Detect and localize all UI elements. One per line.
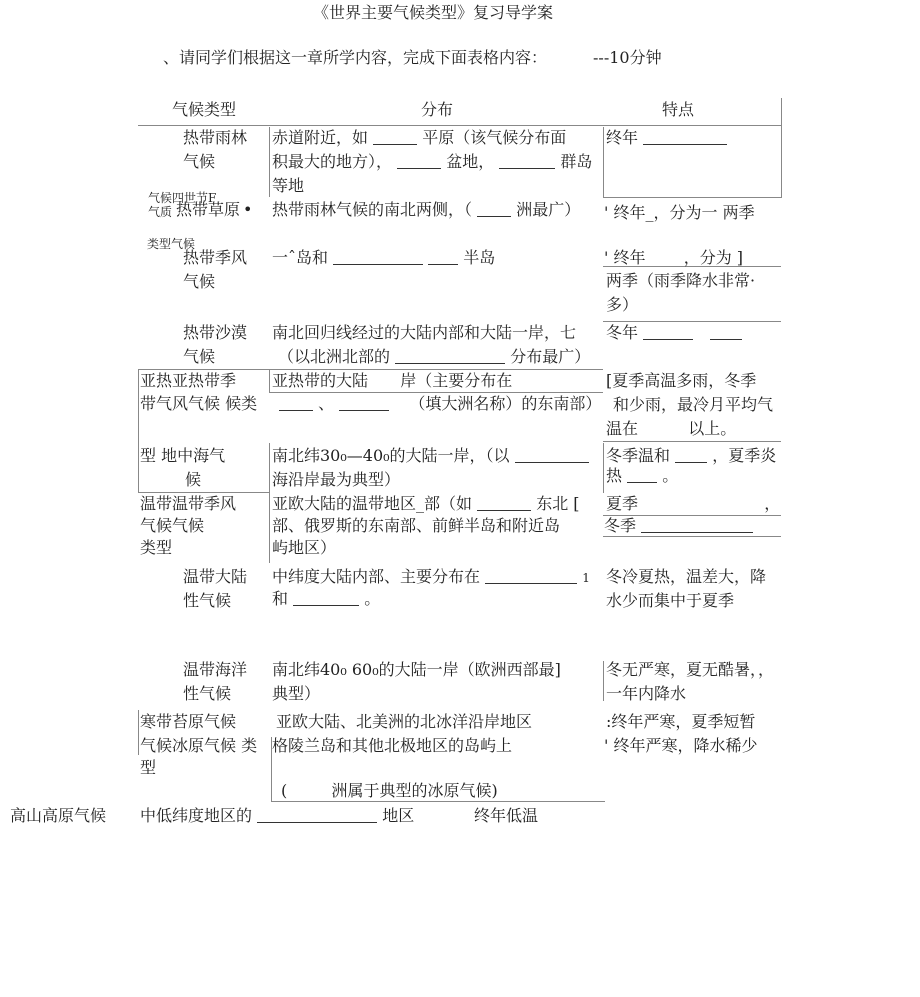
distribution-text: 洲最广） [516,200,581,219]
distribution-text: 等地 [272,176,305,195]
distribution-text: 亚欧大陆的温带地区_部（如 [272,494,473,513]
column-divider [603,127,604,197]
feature-text: 温在 [606,419,639,438]
header-features: 特点 [662,100,695,119]
feature-text: 两季（雨季降水非常· [606,271,756,290]
column-divider [603,443,604,493]
column-divider [138,710,139,755]
fill-blank[interactable] [428,248,458,265]
climate-name: 性气候 [183,591,232,610]
feature-text: 以上。 [688,419,737,438]
fill-blank[interactable] [293,589,359,606]
fill-blank[interactable] [373,128,417,145]
column-divider [269,443,270,563]
distribution-text: 部、俄罗斯的东南部、前鲜半岛和附近岛 [272,516,561,535]
feature-text: 热 [606,466,623,485]
table-right-border [781,98,782,198]
climate-name: 温带温带季风 [140,494,237,513]
feature-text: ，夏季炎 [712,446,777,465]
distribution-text: 南北纬30₀—40₀的大陆一岸，（以 [272,446,510,465]
fill-blank[interactable] [641,516,753,533]
header-climate-type: 气候类型 [172,100,237,119]
distribution-text: 中纬度大陆内部、主要分布在 [272,567,481,586]
feature-text: ， [764,494,781,513]
fill-blank[interactable] [279,394,313,411]
climate-name: 类型 [140,538,173,557]
feature-text: ' 终年 [604,248,646,267]
climate-name: 热带季风 [183,248,248,267]
fill-blank[interactable] [339,394,389,411]
distribution-text: 屿地区） [272,538,337,557]
fill-blank[interactable] [257,806,377,823]
feature-text: 一年内降水 [606,684,687,703]
feature-text: 冬年 [606,323,639,342]
climate-name: 型 地中海气 [140,446,226,465]
feature-text: ，分为 ] [683,248,744,267]
distribution-text: 1 [582,571,590,585]
fill-blank[interactable] [333,248,423,265]
distribution-text: 格陵兰岛和其他北极地区的岛屿上 [272,736,513,755]
climate-name: 高山高原气候 [10,806,107,825]
feature-text: 冬无严寒，夏无酷暑，， [606,660,775,679]
distribution-text: 东北 [ [536,494,580,513]
feature-text: 终年 [606,128,639,147]
distribution-text: 南北回归线经过的大陆内部和大陆一岸，七 [272,323,577,342]
distribution-text: 积最大的地方）， [272,152,393,171]
climate-name: 温带海洋 [183,660,248,679]
column-divider [138,369,139,492]
distribution-text: 典型） [272,684,321,703]
side-label: 类型气候 [147,237,196,251]
distribution-text: 。 [364,589,381,608]
climate-name: 热带草原 [176,200,241,219]
feature-text: 。 [662,466,679,485]
distribution-text: 地区 [382,806,415,825]
climate-name: 气候 [183,272,216,291]
column-divider [269,369,270,392]
fill-blank[interactable] [675,446,707,463]
climate-name: 温带大陆 [183,567,248,586]
climate-name: 气候 [183,152,216,171]
feature-text: 和少雨，最冷月平均气 [613,395,774,414]
row-divider [603,197,781,198]
side-label: • [243,200,253,219]
feature-text: [夏季高温多雨，冬季 [606,371,757,390]
distribution-text: 热带雨林气候的南北两侧，（ [272,200,473,219]
fill-blank[interactable] [395,347,505,364]
row-divider [603,441,781,442]
climate-name: 气候 [183,347,216,366]
climate-name: 寒带苔原气候 [140,712,237,731]
climate-name: 候 [185,470,202,489]
feature-text: 夏季 [606,494,639,513]
feature-text: 冬季 [604,516,637,535]
side-label: 气候四世节F [148,191,217,205]
distribution-text: 中低纬度地区的 [140,806,253,825]
distribution-text: 亚欧大陆、北美洲的北冰洋沿岸地区 [276,712,533,731]
distribution-text: 、 [318,394,335,413]
distribution-text: ( [281,781,288,800]
distribution-text: 半岛 [463,248,496,267]
distribution-text: （填大洲名称）的东南部） [409,394,602,413]
time-limit: ---10分钟 [593,48,662,67]
distribution-text: 海沿岸最为典型） [272,470,401,489]
climate-name: 气候气候 [140,516,205,535]
feature-text: ' 终年_，分为一 两季 [604,203,755,222]
climate-name: 亚热亚热带季 [140,371,237,390]
climate-name: 热带雨林 [183,128,248,147]
distribution-text: 和 [272,589,289,608]
side-label: 气质 [148,205,173,219]
header-divider [138,125,782,126]
feature-text: ' 终年严寒，降水稀少 [604,736,758,755]
feature-text: 冬冷夏热，温差大，降 [606,567,767,586]
fill-blank[interactable] [643,128,727,145]
page-title: 《世界主要气候类型》复习导学案 [313,3,554,22]
fill-blank[interactable] [710,323,742,340]
climate-name: 型 [140,758,157,777]
distribution-text: 亚热带的大陆 [272,371,369,390]
feature-text: 冬季温和 [606,446,671,465]
distribution-text: 平原（该气候分布面 [422,128,567,147]
column-divider [603,661,604,701]
distribution-text: 岸（主要分布在 [400,371,513,390]
fill-blank[interactable] [515,446,589,463]
instruction-text: 、请同学们根据这一章所学内容，完成下面表格内容： [163,48,548,67]
fill-blank[interactable] [499,152,555,169]
fill-blank[interactable] [485,567,577,584]
distribution-text: 洲属于典型的冰原气候) [331,781,498,800]
feature-text: :终年严寒，夏季短暂 [606,712,756,731]
distribution-text: 盆地， [446,152,495,171]
feature-text: 多） [606,295,639,314]
fill-blank[interactable] [627,466,657,483]
column-divider [269,127,270,197]
distribution-text: 分布最广） [510,347,591,366]
feature-text: 水少而集中于夏季 [606,591,735,610]
climate-name: 性气候 [183,684,232,703]
distribution-text: 群岛 [560,152,593,171]
fill-blank[interactable] [643,323,693,340]
climate-name: 带气风气候 候类 [140,394,258,413]
climate-name: 气候冰原气候 类 [140,736,258,755]
distribution-text: 赤道附近，如 [272,128,369,147]
climate-name: 热带沙漠 [183,323,248,342]
distribution-text: 一ˆ岛和 [272,248,329,267]
distribution-text: 南北纬40₀ 60₀的大陆一岸（欧洲西部最] [272,660,561,679]
feature-text: 终年低温 [474,806,539,825]
fill-blank[interactable] [477,200,511,217]
fill-blank[interactable] [397,152,441,169]
header-distribution: 分布 [421,100,454,119]
distribution-text: （以北洲北部的 [278,347,391,366]
fill-blank[interactable] [477,494,531,511]
